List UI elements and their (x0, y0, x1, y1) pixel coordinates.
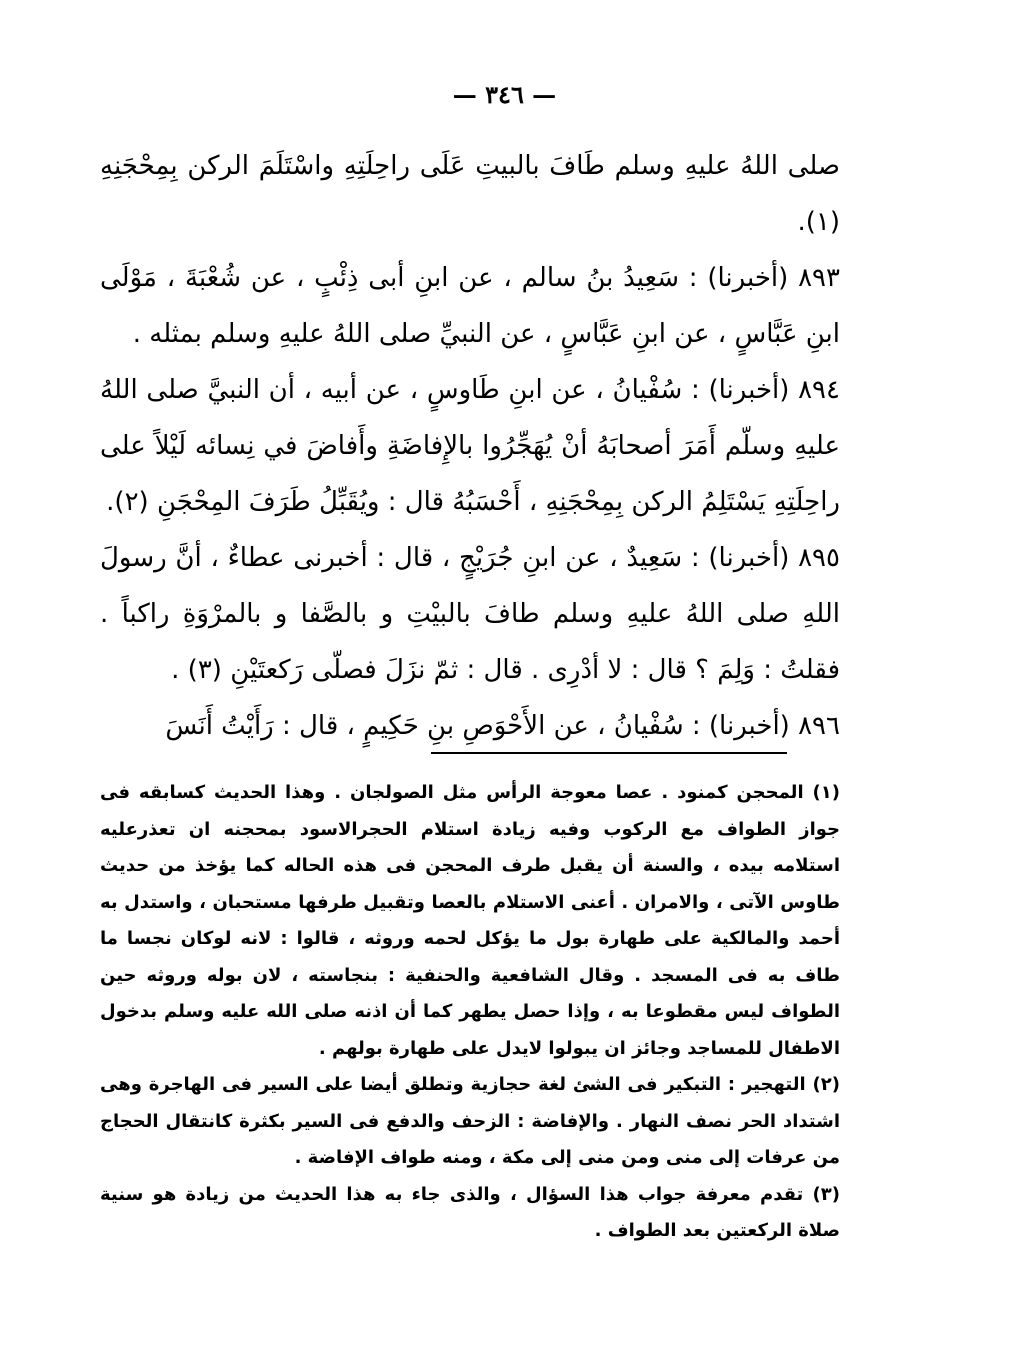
footnotes (100, 775, 840, 1250)
hadith-895: ٨٩٥ (أخبرنا) : سَعِيدٌ ، عن ابنِ جُرَيْجٍ ، قال : أخبرنى عطاءٌ ، أنَّ رسولَ اللهِ صلى اللهُ عليهِ وسلم طافَ بالبيْتِ و بالصَّفا و بالمرْوَةِ راكباً . فقلتُ : وَلِمَ ؟ قال : لا أدْرِى . قال : ثمّ نزَلَ فصلّى رَكعتَيْنِ (٣) . (100, 543, 840, 685)
hadith-893: ٨٩٣ (أخبرنا) : سَعِيدُ بنُ سالم ، عن ابنِ أبى ذِئْبٍ ، عن شُعْبَةَ ، مَوْلَى ابنِ عَبَّاسٍ ، عن ابنِ عَبَّاسٍ ، عن النبيِّ صلى اللهُ عليهِ وسلم بمثله . (100, 263, 840, 349)
hadith-894: ٨٩٤ (أخبرنا) : سُفْيانُ ، عن ابنِ طَاوسٍ ، عن أبيه ، أن النبيَّ صلى اللهُ عليهِ وسلّم أَمَرَ أصحابَهُ أنْ يُهَجِّرُوا بالإِفاضَةِ وأَفاضَ في نِسائه لَيْلاً على راحِلَتِهِ يَسْتَلِمُ الركن بِمِحْجَنِهِ ، أَحْسَبُهُ قال : ويُقَبِّلُ طَرَفَ المِحْجَنِ (٢). (100, 375, 840, 517)
page-number: — ٣٤٦ — (452, 80, 557, 109)
footnote-2: (٢) التهجير : التبكير فى الشئ لغة حجازية وتطلق أيضا على السير فى الهاجرة وهى اشتداد الحر نصف النهار . والإفاضة : الزحف والدفع فى السير بكثرة كانتقال الحجاج من عرفات إلى منى ومن منى إلى مكة ، ومنه طواف الإفاضة . (100, 1074, 840, 1168)
hadith-896: ٨٩٦ (أخبرنا) : سُفْيانُ ، عن الأَحْوَصِ بنِ حَكِيمٍ ، قال : رَأَيْتُ أَنَسَ (165, 711, 840, 741)
paragraph-continuation: صلى اللهُ عليهِ وسلم طَافَ بالبيتِ عَلَى راحِلَتِهِ واسْتَلَمَ الركن بِمِحْجَنِهِ (١). (100, 151, 840, 237)
footnote-1: (١) المحجن كمنود . عصا معوجة الرأس مثل الصولجان . وهذا الحديث كسابقه فى جواز الطواف مع الركوب وفيه زيادة استلام الحجرالاسود بمحجنه ان تعذرعليه استلامه بيده ، والسنة أن يقبل طرف المحجن فى هذه الحاله كما يؤخذ من حديث طاوس الآتى ، والامران . أعنى الاستلام بالعصا وتقبيل طرفها مستحبان ، واستدل به أحمد والمالكية على طهارة بول ما يؤكل لحمه وروثه ، قالوا : لانه لوكان نجسا ما طاف به فى المسجد . وقال الشافعية والحنفية : بنجاسته ، لان بوله وروثه حين الطواف ليس مقطوعا به ، وإذا حصل يطهر كما أن اذنه صلى الله عليه وسلم بدخول الاطفال للمساجد وجائز ان يبولوا لايدل على طهارة بولهم . (100, 782, 840, 1059)
main-text (100, 138, 840, 754)
footnote-3: (٣) تقدم معرفة جواب هذا السؤال ، والذى جاء به هذا الحديث من زيادة هو سنية صلاة الركعتين بعد الطواف . (100, 1183, 840, 1241)
footnote-divider (431, 752, 787, 754)
